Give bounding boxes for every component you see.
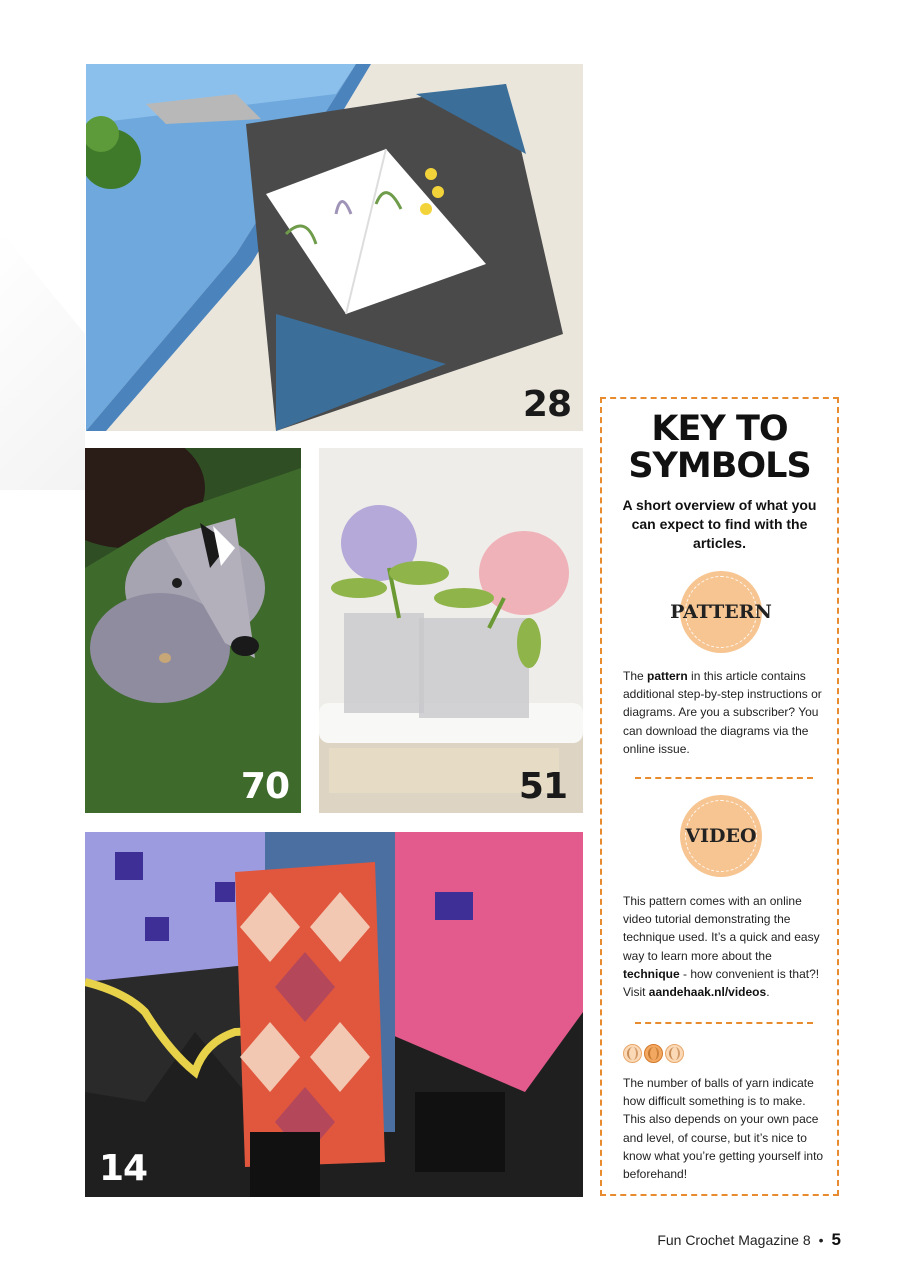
background-shape (0, 230, 85, 490)
photo-placemat (86, 64, 583, 431)
page-number-70: 70 (240, 766, 289, 807)
page-number-28: 28 (522, 384, 571, 425)
placemat-illustration (86, 64, 583, 431)
page-number: 5 (831, 1230, 841, 1249)
footer-bullet: • (818, 1232, 824, 1248)
page-number-14: 14 (99, 1148, 148, 1189)
video-badge: VIDEO (680, 795, 762, 877)
magazine-title: Fun Crochet Magazine 8 (657, 1232, 811, 1248)
bag-illustration (85, 832, 583, 1197)
yarn-balls-icon (623, 1044, 684, 1063)
photo-crochet-bag (85, 832, 583, 1197)
videos-link[interactable]: aandehaak.nl/videos (648, 985, 767, 1000)
flowers-illustration (319, 448, 583, 813)
key-title: KEY TO SYMBOLS (628, 409, 811, 486)
key-to-symbols-panel (600, 397, 839, 1196)
divider (635, 777, 813, 779)
yarn-description: The number of balls of yarn indicate how difficult something is to make. This also depends on your own pace and level, of course, but it’s nice to know what you’re getting yourself into beforehand! (623, 1076, 824, 1182)
page-footer (657, 1230, 841, 1250)
fox-scarf-illustration (85, 448, 301, 813)
photo-fox-scarf (85, 448, 301, 813)
yarn-ball-icon (644, 1044, 663, 1063)
pattern-badge: PATTERN (680, 571, 762, 653)
photo-crochet-flowers (319, 448, 583, 813)
key-subtitle: A short overview of what you can expect to find with the articles. (622, 497, 817, 551)
pattern-description: The pattern in this article contains additional step-by-step instructions or diagrams. Are you a subscriber? You can download the diagrams via the online issue. (623, 669, 822, 756)
yarn-ball-icon (623, 1044, 642, 1063)
yarn-ball-icon (665, 1044, 684, 1063)
video-description: This pattern comes with an online video tutorial demonstrating the technique used. It’s a quick and easy way to learn more about the technique - how convenient is that?! Visit aandehaak.nl/videos. (623, 894, 820, 1000)
page-number-51: 51 (518, 766, 567, 807)
divider (635, 1022, 813, 1024)
